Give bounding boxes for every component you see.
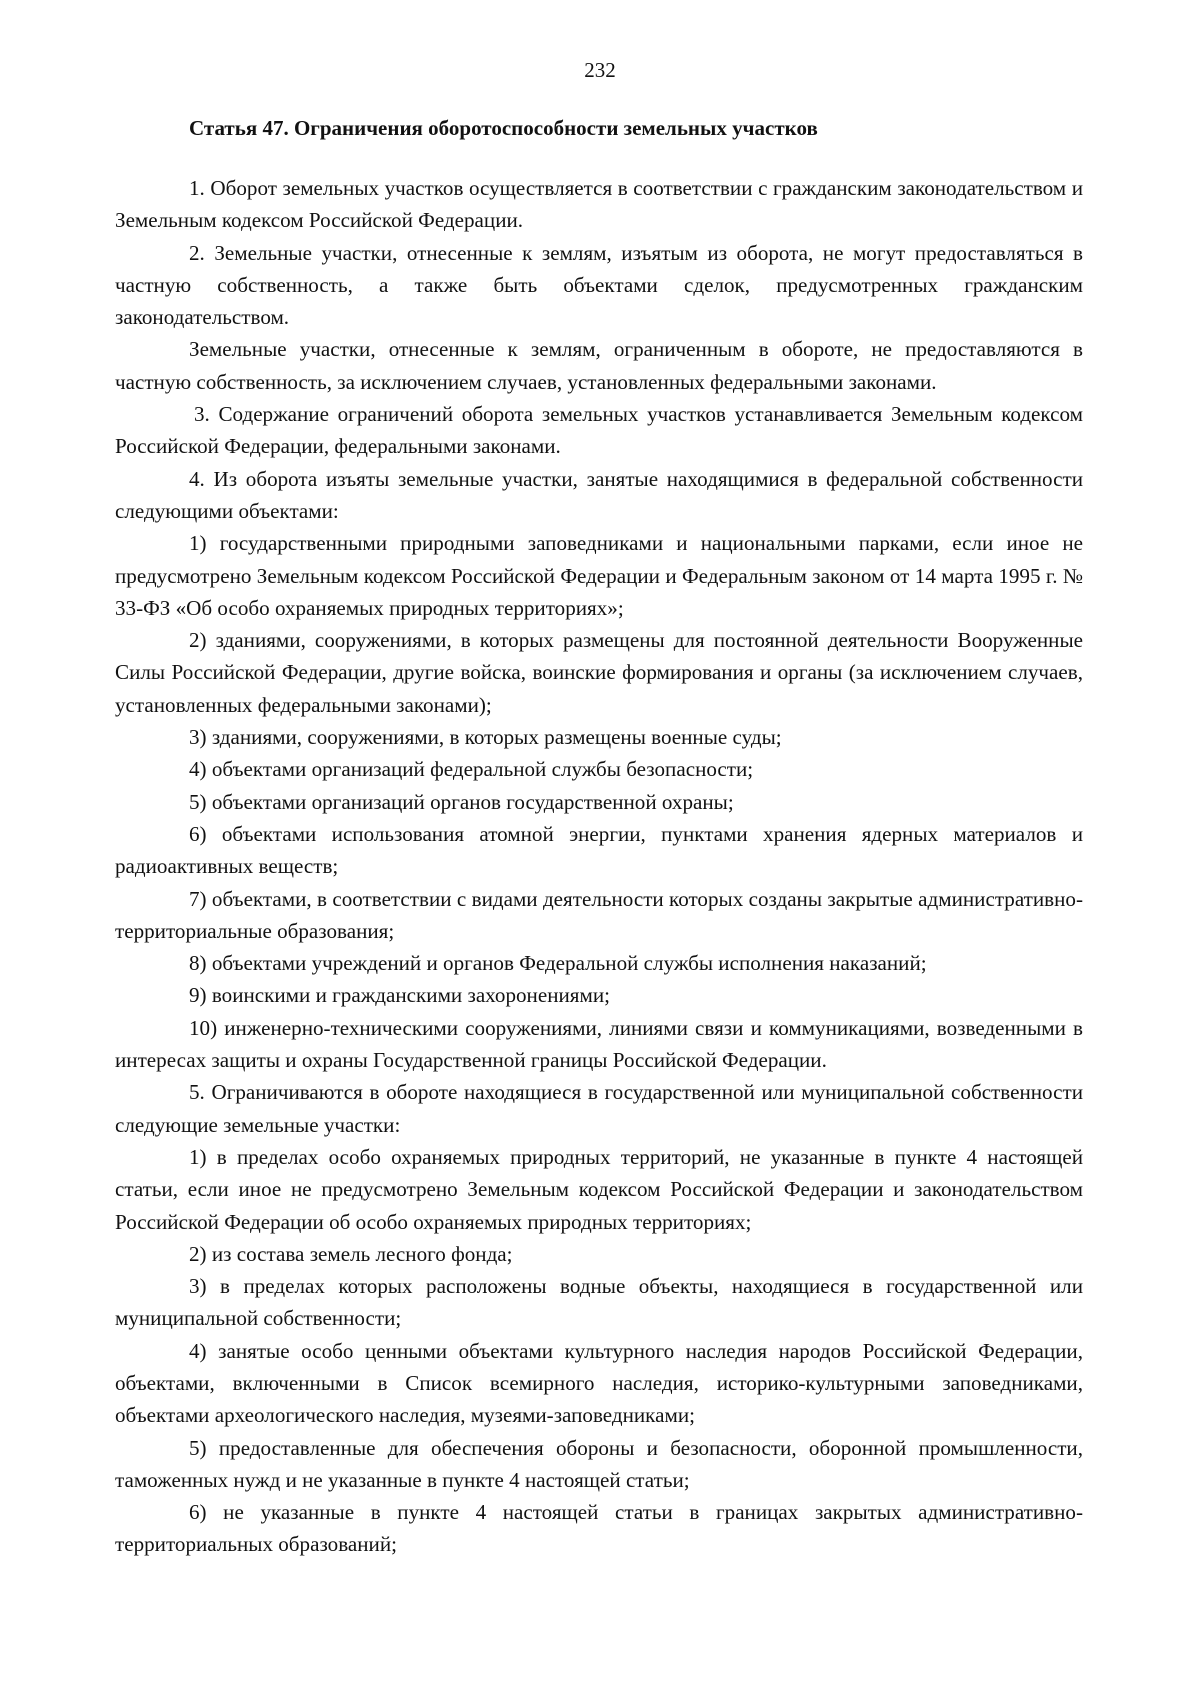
page-number: 232 [584, 58, 616, 82]
list-item-5-5: 5) предоставленные для обеспечения обороны и безопасности, оборонной промышленности, таможенных нужд и не указанные в пункте 4 настоящей статьи; [115, 1435, 1083, 1492]
list-item-4-10: 10) инженерно-техническими сооружениями, линиями связи и коммуникациями, возведенными в интересах защиты и охраны Государственной границы Российской Федерации. [115, 1015, 1083, 1073]
list-item-4-5: 5) объектами организаций органов государственной охраны; [189, 789, 734, 814]
article-title: Статья 47. Ограничения оборотоспособности земельных участков [189, 116, 818, 140]
list-item-4-9: 9) воинскими и гражданскими захоронениями; [189, 983, 610, 1008]
list-item-4-7: 7) объектами, в соответствии с видами деятельности которых созданы закрытые административно-территориальные образования; [115, 886, 1083, 943]
paragraph-2-continued: Земельные участки, отнесенные к землям, ограниченным в обороте, не предоставляются в частную собственность, за исключением случаев, установленных федеральными законами. [115, 337, 1083, 394]
list-item-5-6: 6) не указанные в пункте 4 настоящей статьи в границах закрытых административно-территориальных образований; [115, 1500, 1083, 1557]
paragraph-2: 2. Земельные участки, отнесенные к землям, изъятым из оборота, не могут предоставляться в частную собственность, а также быть объектами сделок, предусмотренных гражданским законодательством. [115, 240, 1083, 330]
article-body [115, 172, 1083, 1561]
paragraph-3: 3. Содержание ограничений оборота земельных участков устанавливается Земельным кодексом Российской Федерации, федеральными законами. [115, 402, 1083, 459]
list-item-5-2: 2) из состава земель лесного фонда; [189, 1241, 513, 1266]
list-item-5-4: 4) занятые особо ценными объектами культурного наследия народов Российской Федерации, объектами, включенными в Список всемирного наследия, историко-культурными заповедниками, объектами археологического наследия, музеями-заповедниками; [115, 1338, 1083, 1428]
paragraph-5: 5. Ограничиваются в обороте находящиеся в государственной или муниципальной собственности следующие земельные участки: [115, 1080, 1083, 1137]
list-item-4-1: 1) государственными природными заповедниками и национальными парками, если иное не предусмотрено Земельным кодексом Российской Федерации и Федеральным законом от 14 марта 1995 г. № 33-ФЗ «Об особо охраняемых природных территориях»; [115, 531, 1083, 620]
list-item-5-3: 3) в пределах которых расположены водные объекты, находящиеся в государственной или муниципальной собственности; [115, 1274, 1083, 1331]
list-item-5-1: 1) в пределах особо охраняемых природных территорий, не указанные в пункте 4 настоящей статьи, если иное не предусмотрено Земельным кодексом Российской Федерации и законодательством Российской Федерации об особо охраняемых природных территориях; [115, 1144, 1083, 1234]
paragraph-4: 4. Из оборота изъяты земельные участки, занятые находящимися в федеральной собственности следующими объектами: [115, 466, 1083, 523]
paragraph-1: 1. Оборот земельных участков осуществляется в соответствии с гражданским законодательством и Земельным кодексом Российской Федерации. [115, 176, 1083, 233]
list-item-4-8: 8) объектами учреждений и органов Федеральной службы исполнения наказаний; [189, 951, 927, 976]
list-item-4-6: 6) объектами использования атомной энергии, пунктами хранения ядерных материалов и радиоактивных веществ; [115, 821, 1083, 879]
list-item-4-3: 3) зданиями, сооружениями, в которых размещены военные суды; [189, 725, 782, 750]
list-item-4-2: 2) зданиями, сооружениями, в которых размещены для постоянной деятельности Вооруженные Силы Российской Федерации, другие войска, воинские формирования и органы (за исключением случаев, установленных федеральными законами); [115, 628, 1083, 717]
list-item-4-4: 4) объектами организаций федеральной службы безопасности; [189, 757, 754, 782]
